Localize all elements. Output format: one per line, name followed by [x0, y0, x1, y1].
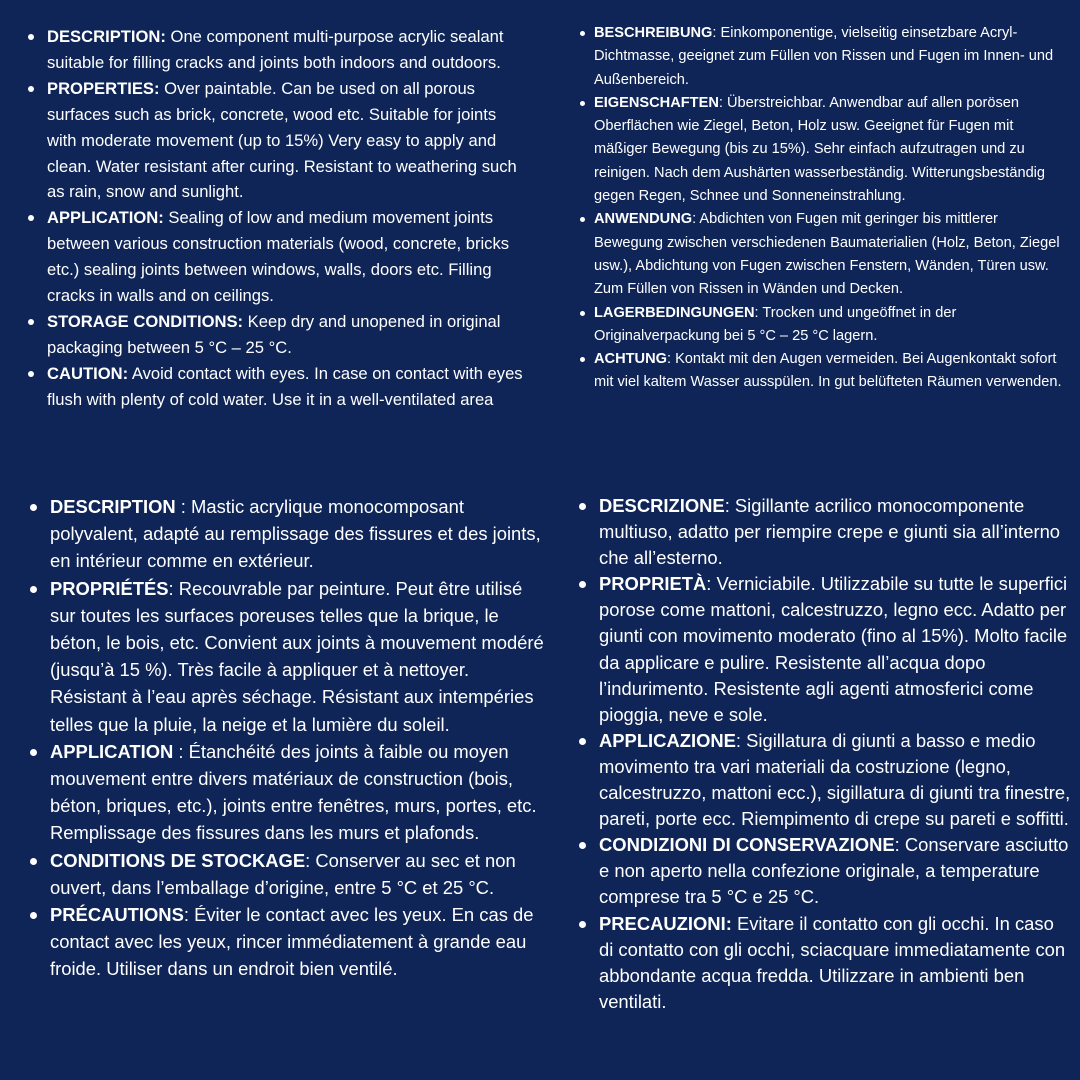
- spec-list: [578, 22, 1070, 395]
- spec-list: [28, 493, 548, 983]
- list-item-storage: [578, 302, 1070, 349]
- item-label: PRÉCAUTIONS: [50, 904, 184, 926]
- item-label: PRECAUZIONI:: [599, 912, 732, 934]
- list-item-description: [578, 22, 1070, 92]
- item-text: : Recouvrable par peinture. Peut être utilisé sur toutes les surfaces poreuses telles que la brique, le béton, le bois, etc. Convient aux joints à mouvement modéré (jusqu’à 15 %). Très facile à appliquer et à nettoyer. Résistant à l’eau après séchage. Résistant aux intempéries telles que la pluie, la neige et la lumière du soleil.: [50, 577, 544, 735]
- item-text: : Kontakt mit den Augen vermeiden. Bei Augenkontakt sofort mit viel kaltem Wasser ausspülen. In gut belüfteten Räumen verwenden.: [594, 351, 1062, 391]
- list-item-description: [28, 493, 548, 575]
- item-label: CONDITIONS DE STOCKAGE: [50, 849, 306, 871]
- list-item-caution: [24, 361, 524, 413]
- spec-list: [24, 24, 524, 413]
- item-text: One component multi-purpose acrylic sealant suitable for filling cracks and joints both indoors and outdoors.: [47, 27, 504, 72]
- list-item-description: [577, 493, 1072, 571]
- section-italian: [577, 493, 1072, 1015]
- list-item-application: [578, 208, 1070, 301]
- item-text: Over paintable. Can be used on all porous surfaces such as brick, concrete, wood etc. Suitable for joints with moderate movement (up to 15%) Very easy to apply and clean. Water resistant after curing. Resistant to weathering such as rain, snow and sunlight.: [47, 78, 517, 202]
- section-english: [24, 24, 524, 413]
- item-label: APPLICATION: [50, 740, 174, 762]
- item-text: Evitare il contatto con gli occhi. In caso di contatto con gli occhi, sciacquare immediatamente con abbondante acqua fredda. Utilizzare in ambienti ben ventilati.: [599, 912, 1066, 1012]
- item-label: APPLICATION:: [47, 208, 164, 228]
- item-text: : Conservare asciutto e non aperto nella confezione originale, a temperature comprese tra 5 °C e 25 °C.: [599, 834, 1069, 908]
- list-item-storage: [24, 309, 524, 361]
- item-text: : Trocken und ungeöffnet in der Originalverpackung bei 5 °C – 25 °C lagern.: [594, 304, 957, 344]
- item-label: STORAGE CONDITIONS:: [47, 311, 244, 331]
- item-label: CONDIZIONI DI CONSERVAZIONE: [599, 834, 895, 856]
- item-label: CAUTION:: [47, 363, 129, 383]
- item-label: EIGENSCHAFTEN: [594, 94, 719, 111]
- item-label: DESCRIPTION:: [47, 27, 166, 46]
- item-text: Keep dry and unopened in original packaging between 5 °C – 25 °C.: [47, 311, 501, 357]
- section-german: [578, 22, 1070, 395]
- list-item-properties: [577, 571, 1072, 728]
- list-item-caution: [28, 901, 548, 983]
- item-text: : Einkomponentige, vielseitig einsetzbare Acryl-Dichtmasse, geeignet zum Füllen von Rissen und Fugen im Innen- und Außenbereich.: [594, 25, 1054, 88]
- item-label: PROPERTIES:: [47, 78, 160, 98]
- item-label: BESCHREIBUNG: [594, 25, 713, 41]
- item-label: APPLICAZIONE: [599, 729, 736, 751]
- list-item-storage: [28, 847, 548, 901]
- list-item-application: [577, 728, 1072, 832]
- item-text: Sealing of low and medium movement joints between various construction materials (wood, concrete, bricks etc.) sealing joints between windows, walls, doors etc. Filling cracks in walls and on ceilings.: [47, 208, 510, 306]
- item-label: LAGERBEDINGUNGEN: [594, 304, 755, 321]
- list-item-caution: [578, 348, 1070, 395]
- item-label: PROPRIÉTÉS: [50, 577, 169, 599]
- item-text: : Conserver au sec et non ouvert, dans l’emballage d’origine, entre 5 °C et 25 °C.: [50, 849, 516, 898]
- item-text: : Sigillante acrilico monocomponente multiuso, adatto per riempire crepe e giunti sia all’interno che all’esterno.: [599, 495, 1061, 569]
- item-text: : Sigillatura di giunti a basso e medio movimento tra vari materiali da costruzione (legno, calcestruzzo, mattoni ecc.), sigillatura di giunti tra finestre, pareti, porte ecc. Riempimento di crepe su pareti e soffitti.: [599, 729, 1071, 830]
- item-text: : Überstreichbar. Anwendbar auf allen porösen Oberflächen wie Ziegel, Beton, Holz usw. Geeignet für Fugen mit mäßiger Bewegung (bis zu 15%). Sehr einfach aufzutragen und zu reinigen. Nach dem Aushärten wasserbeständig. Witterungsbeständig gegen Regen, Schnee und Sonneneinstrahlung.: [594, 94, 1046, 205]
- item-label: PROPRIETÀ: [599, 573, 707, 595]
- item-text: : Verniciabile. Utilizzabile su tutte le superfici porose come mattoni, calcestruzzo, legno ecc. Adatto per giunti con movimento moderato (fino al 15%). Molto facile da applicare e pulire. Resistente all’acqua dopo l’indurimento. Resistente agli agenti atmosferici come pioggia, neve e sole.: [599, 573, 1068, 725]
- item-text: : Abdichten von Fugen mit geringer bis mittlerer Bewegung zwischen verschiedenen Baumaterialien (Holz, Beton, Ziegel usw.), Abdichtung von Fugen zwischen Fenstern, Wänden, Türen usw. Zum Füllen von Rissen in Wänden und Decken.: [594, 211, 1060, 298]
- item-label: ACHTUNG: [594, 351, 667, 368]
- list-item-application: [24, 205, 524, 309]
- list-item-application: [28, 738, 548, 847]
- list-item-caution: [577, 911, 1072, 1015]
- item-text: : Éviter le contact avec les yeux. En cas de contact avec les yeux, rincer immédiatement à grande eau froide. Utiliser dans un endroit bien ventilé.: [50, 904, 534, 980]
- list-item-description: [24, 24, 524, 76]
- item-text: : Étanchéité des joints à faible ou moyen mouvement entre divers matériaux de construction (bois, béton, briques, etc.), joints entre fenêtres, murs, portes, etc. Remplissage des fissures dans les murs et plafonds.: [50, 740, 537, 844]
- item-text: : Mastic acrylique monocomposant polyvalent, adapté au remplissage des fissures et des joints, en intérieur comme en extérieur.: [50, 496, 541, 572]
- list-item-storage: [577, 832, 1072, 910]
- list-item-properties: [28, 575, 548, 738]
- item-label: ANWENDUNG: [594, 211, 693, 228]
- list-item-properties: [578, 92, 1070, 208]
- item-text: Avoid contact with eyes. In case on contact with eyes flush with plenty of cold water. Use it in a well-ventilated area: [47, 363, 523, 409]
- spec-list: [577, 493, 1072, 1015]
- item-label: DESCRIPTION: [50, 496, 176, 517]
- list-item-properties: [24, 76, 524, 206]
- item-label: DESCRIZIONE: [599, 495, 725, 516]
- section-french: [28, 493, 548, 983]
